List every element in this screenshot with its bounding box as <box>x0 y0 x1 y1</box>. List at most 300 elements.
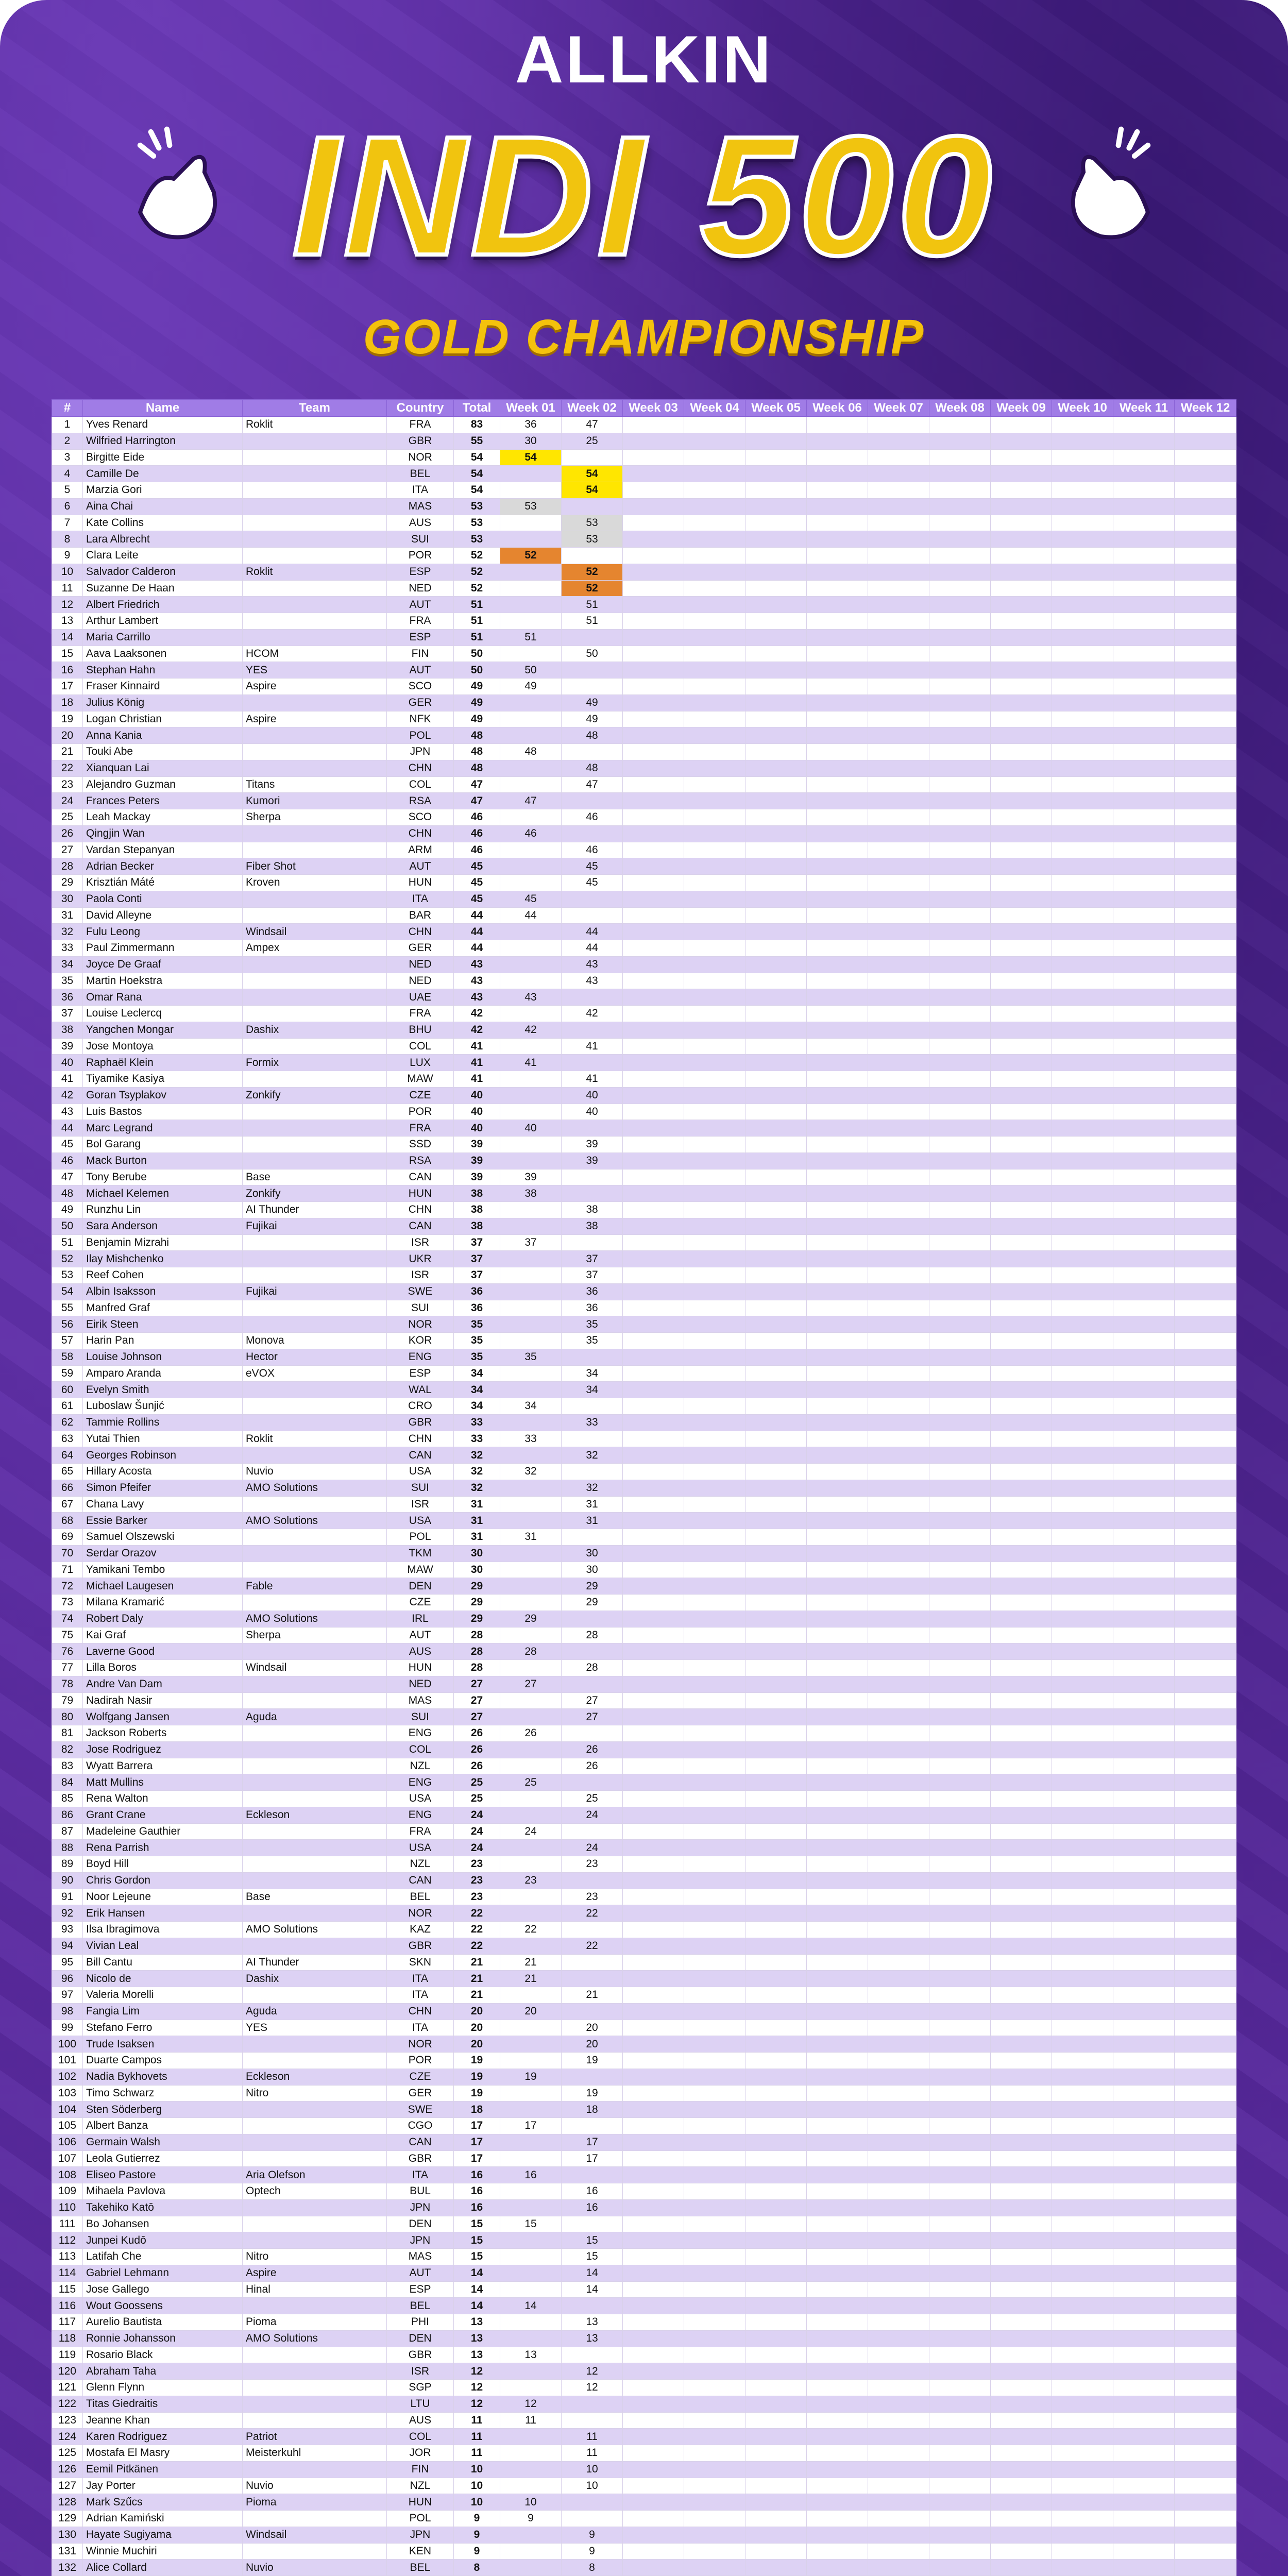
week-points <box>623 1578 684 1595</box>
week-points <box>684 597 745 613</box>
week-points <box>1175 2134 1236 2150</box>
week-points <box>929 858 991 875</box>
week-points <box>807 1823 868 1840</box>
week-points <box>807 466 868 482</box>
week-points <box>1052 1595 1113 1611</box>
week-points <box>1052 1660 1113 1676</box>
week-points <box>929 1382 991 1398</box>
table-row <box>52 1202 1236 1218</box>
table-row <box>52 694 1236 711</box>
team-name <box>243 1529 387 1546</box>
week-points <box>623 924 684 940</box>
week-points <box>991 842 1052 858</box>
rank: 48 <box>52 1185 83 1202</box>
player-name: Paola Conti <box>83 891 243 907</box>
week-points <box>868 1153 929 1169</box>
week-points <box>1052 1022 1113 1038</box>
week-points: 9 <box>500 2511 562 2527</box>
table-row <box>52 1496 1236 1513</box>
week-points <box>1113 531 1175 548</box>
week-points <box>991 924 1052 940</box>
week-points <box>929 2478 991 2494</box>
week-points <box>745 1938 807 1954</box>
rank: 18 <box>52 694 83 711</box>
week-points: 46 <box>562 809 623 826</box>
week-points <box>745 2150 807 2167</box>
week-points <box>500 2020 562 2036</box>
week-points <box>1113 1333 1175 1349</box>
team-name <box>243 629 387 646</box>
week-points <box>1175 1889 1236 1905</box>
week-points <box>1052 2543 1113 2560</box>
week-points <box>991 2118 1052 2134</box>
week-points <box>623 2249 684 2265</box>
total-points: 32 <box>454 1447 500 1464</box>
week-points <box>991 2265 1052 2281</box>
week-points <box>500 1545 562 1562</box>
week-points <box>868 1987 929 2004</box>
week-points: 28 <box>562 1627 623 1643</box>
week-points <box>684 1398 745 1415</box>
week-points <box>500 809 562 826</box>
rank: 102 <box>52 2069 83 2085</box>
week-points <box>868 1807 929 1823</box>
week-points <box>929 1987 991 2004</box>
week-points <box>1113 924 1175 940</box>
week-points <box>807 2020 868 2036</box>
country-code: COL <box>387 2429 454 2445</box>
team-name: Aspire <box>243 711 387 727</box>
week-points <box>868 1611 929 1627</box>
table-row <box>52 1349 1236 1365</box>
week-points <box>745 1169 807 1185</box>
player-name: Nadia Bykhovets <box>83 2069 243 2085</box>
week-points <box>991 1791 1052 1807</box>
week-points <box>929 760 991 776</box>
country-code: CZE <box>387 1087 454 1104</box>
team-name <box>243 1791 387 1807</box>
week-points <box>1113 2543 1175 2560</box>
week-points <box>562 989 623 1006</box>
week-points <box>684 1464 745 1480</box>
rank: 42 <box>52 1087 83 1104</box>
week-points <box>991 2249 1052 2265</box>
week-points <box>684 629 745 646</box>
table-row <box>52 956 1236 973</box>
week-points <box>929 449 991 466</box>
week-points <box>868 2118 929 2134</box>
week-points <box>929 1120 991 1137</box>
week-points <box>684 2511 745 2527</box>
week-points <box>1175 449 1236 466</box>
total-points: 13 <box>454 2330 500 2347</box>
team-name: Zonkify <box>243 1185 387 1202</box>
player-name: Qingjin Wan <box>83 825 243 842</box>
week-points <box>991 548 1052 564</box>
week-points <box>745 1087 807 1104</box>
week-points <box>929 2167 991 2183</box>
week-points: 54 <box>562 466 623 482</box>
week-points <box>929 1137 991 1153</box>
week-points <box>500 613 562 630</box>
total-points: 27 <box>454 1709 500 1725</box>
week-points <box>623 2298 684 2314</box>
week-points <box>745 825 807 842</box>
week-points <box>562 662 623 679</box>
rank: 8 <box>52 531 83 548</box>
country-code: POR <box>387 1104 454 1120</box>
week-points <box>745 1513 807 1529</box>
rank: 65 <box>52 1464 83 1480</box>
week-points <box>807 989 868 1006</box>
week-points <box>807 1071 868 1088</box>
week-points <box>1113 1055 1175 1071</box>
week-points <box>1052 417 1113 433</box>
week-points <box>1052 1954 1113 1971</box>
week-points <box>745 2003 807 2020</box>
week-points <box>1113 1578 1175 1595</box>
country-code: ARM <box>387 842 454 858</box>
week-points <box>807 2363 868 2380</box>
table-row <box>52 1954 1236 1971</box>
week-points <box>623 417 684 433</box>
player-name: Wout Goossens <box>83 2298 243 2314</box>
week-points <box>745 1104 807 1120</box>
week-points <box>745 564 807 580</box>
week-points <box>807 1382 868 1398</box>
country-code: CAN <box>387 1218 454 1234</box>
country-code: ESP <box>387 2281 454 2298</box>
team-name: Windsail <box>243 1660 387 1676</box>
player-name: Kate Collins <box>83 515 243 531</box>
week-points <box>623 1660 684 1676</box>
week-points <box>562 2216 623 2232</box>
week-points <box>1052 956 1113 973</box>
week-points <box>684 1349 745 1365</box>
week-points <box>500 1889 562 1905</box>
week-points <box>745 1398 807 1415</box>
week-points <box>929 1872 991 1889</box>
total-points: 35 <box>454 1333 500 1349</box>
week-points <box>500 466 562 482</box>
week-points <box>1175 2183 1236 2200</box>
week-points <box>623 433 684 449</box>
week-points <box>623 1741 684 1758</box>
week-points <box>500 2265 562 2281</box>
week-points <box>562 907 623 924</box>
total-points: 30 <box>454 1562 500 1578</box>
week-points <box>562 1676 623 1692</box>
total-points: 36 <box>454 1283 500 1300</box>
team-name: Eckleson <box>243 2069 387 2085</box>
table-row <box>52 498 1236 515</box>
country-code: TKM <box>387 1545 454 1562</box>
week-points <box>868 1954 929 1971</box>
week-points <box>1052 1872 1113 1889</box>
rank: 120 <box>52 2363 83 2380</box>
week-points <box>1052 466 1113 482</box>
week-points <box>868 858 929 875</box>
rank: 41 <box>52 1071 83 1088</box>
week-points <box>623 1234 684 1251</box>
table-row <box>52 1627 1236 1643</box>
rank: 83 <box>52 1758 83 1774</box>
player-name: Simon Pfeifer <box>83 1480 243 1496</box>
week-points <box>500 2543 562 2560</box>
week-points <box>745 711 807 727</box>
week-points <box>684 1202 745 1218</box>
week-points <box>562 1055 623 1071</box>
week-points <box>807 891 868 907</box>
week-points: 22 <box>562 1938 623 1954</box>
week-points <box>991 1938 1052 1954</box>
week-points <box>500 1137 562 1153</box>
week-points <box>684 875 745 891</box>
week-points <box>807 515 868 531</box>
week-points <box>1113 1300 1175 1316</box>
week-points <box>745 2298 807 2314</box>
week-points <box>868 1840 929 1856</box>
week-points <box>623 2314 684 2331</box>
week-points <box>929 694 991 711</box>
player-name: Yutai Thien <box>83 1431 243 1447</box>
week-points <box>868 1202 929 1218</box>
week-points <box>1052 2511 1113 2527</box>
total-points: 49 <box>454 711 500 727</box>
brand-logo: ALLKIN <box>515 22 773 97</box>
week-points <box>562 825 623 842</box>
player-name: Wilfried Harrington <box>83 433 243 449</box>
week-points <box>500 2249 562 2265</box>
player-name: Adrian Becker <box>83 858 243 875</box>
week-points <box>868 1938 929 1954</box>
week-points <box>623 1905 684 1922</box>
week-points <box>991 744 1052 760</box>
week-points: 35 <box>500 1349 562 1365</box>
week-points <box>1175 2199 1236 2216</box>
week-points <box>684 1022 745 1038</box>
total-points: 51 <box>454 597 500 613</box>
table-row <box>52 1987 1236 2004</box>
week-points <box>807 858 868 875</box>
team-name <box>243 1840 387 1856</box>
week-points <box>623 1055 684 1071</box>
table-row <box>52 1267 1236 1284</box>
week-points <box>1052 597 1113 613</box>
week-points: 17 <box>562 2134 623 2150</box>
rank: 99 <box>52 2020 83 2036</box>
week-points <box>929 1709 991 1725</box>
week-points <box>1175 1234 1236 1251</box>
week-points <box>807 1872 868 1889</box>
total-points: 36 <box>454 1300 500 1316</box>
week-points <box>1175 1922 1236 1938</box>
week-points <box>745 2281 807 2298</box>
week-points <box>684 1529 745 1546</box>
week-points <box>684 1872 745 1889</box>
rank: 75 <box>52 1627 83 1643</box>
total-points: 43 <box>454 956 500 973</box>
week-points <box>807 1333 868 1349</box>
week-points <box>745 2363 807 2380</box>
week-points <box>929 1300 991 1316</box>
week-points: 37 <box>562 1251 623 1267</box>
table-row <box>52 1643 1236 1660</box>
week-points <box>1113 1676 1175 1692</box>
week-points <box>623 1856 684 1873</box>
player-name: Lilla Boros <box>83 1660 243 1676</box>
week-points <box>1113 662 1175 679</box>
team-name: Zonkify <box>243 1087 387 1104</box>
rank: 27 <box>52 842 83 858</box>
week-points <box>1113 1692 1175 1709</box>
week-points <box>929 1741 991 1758</box>
week-points <box>562 2003 623 2020</box>
week-points <box>623 1758 684 1774</box>
week-points <box>807 2036 868 2053</box>
week-points <box>868 417 929 433</box>
team-name: AMO Solutions <box>243 1513 387 1529</box>
week-points: 22 <box>500 1922 562 1938</box>
total-points: 34 <box>454 1382 500 1398</box>
week-points <box>745 2085 807 2102</box>
player-name: Yangchen Mongar <box>83 1022 243 1038</box>
week-points <box>745 1447 807 1464</box>
table-row <box>52 597 1236 613</box>
week-points <box>1175 1660 1236 1676</box>
week-points: 50 <box>500 662 562 679</box>
week-points <box>684 793 745 809</box>
week-points <box>1113 1758 1175 1774</box>
country-code: JOR <box>387 2445 454 2462</box>
week-points <box>745 924 807 940</box>
week-points <box>684 825 745 842</box>
week-points <box>991 2102 1052 2118</box>
week-points <box>929 1496 991 1513</box>
team-name: Hector <box>243 1349 387 1365</box>
team-name <box>243 2396 387 2412</box>
week-points <box>1113 2380 1175 2396</box>
rank: 77 <box>52 1660 83 1676</box>
week-points: 43 <box>562 956 623 973</box>
week-points: 16 <box>562 2183 623 2200</box>
total-points: 15 <box>454 2216 500 2232</box>
country-code: SGP <box>387 2380 454 2396</box>
week-points <box>1052 1464 1113 1480</box>
week-points <box>1175 858 1236 875</box>
week-points <box>868 2020 929 2036</box>
week-points <box>1052 875 1113 891</box>
week-points <box>1113 1709 1175 1725</box>
table-row <box>52 1840 1236 1856</box>
week-points <box>623 1169 684 1185</box>
week-points <box>807 1431 868 1447</box>
week-points <box>500 2380 562 2396</box>
country-code: HUN <box>387 1660 454 1676</box>
week-points <box>562 548 623 564</box>
country-code: CHN <box>387 924 454 940</box>
country-code: POL <box>387 2511 454 2527</box>
country-code: GBR <box>387 2347 454 2363</box>
player-name: Tony Berube <box>83 1169 243 1185</box>
country-code: USA <box>387 1840 454 1856</box>
week-points <box>807 2543 868 2560</box>
week-points <box>1052 1169 1113 1185</box>
week-points <box>1113 1382 1175 1398</box>
rank: 12 <box>52 597 83 613</box>
week-points <box>991 1578 1052 1595</box>
week-points <box>1175 1120 1236 1137</box>
week-points <box>500 1987 562 2004</box>
week-points <box>1052 1889 1113 1905</box>
week-points <box>868 1414 929 1431</box>
week-points <box>1175 1006 1236 1022</box>
player-name: Logan Christian <box>83 711 243 727</box>
total-points: 27 <box>454 1692 500 1709</box>
week-points <box>807 1120 868 1137</box>
week-points <box>745 2445 807 2462</box>
week-points: 35 <box>562 1316 623 1333</box>
country-code: CHN <box>387 1202 454 1218</box>
week-points <box>1052 1529 1113 1546</box>
week-points <box>745 940 807 957</box>
week-points <box>1113 2314 1175 2331</box>
week-points <box>991 1889 1052 1905</box>
team-name <box>243 2102 387 2118</box>
week-points <box>500 2232 562 2249</box>
week-points <box>929 2036 991 2053</box>
week-points <box>929 1349 991 1365</box>
week-points <box>991 1251 1052 1267</box>
week-points <box>1052 2069 1113 2085</box>
rank: 84 <box>52 1774 83 1791</box>
country-code: AUT <box>387 662 454 679</box>
week-points <box>623 2396 684 2412</box>
table-row <box>52 2053 1236 2069</box>
week-points <box>623 515 684 531</box>
total-points: 24 <box>454 1823 500 1840</box>
team-name: AMO Solutions <box>243 1922 387 1938</box>
week-points <box>929 1562 991 1578</box>
country-code: AUT <box>387 597 454 613</box>
week-points <box>807 417 868 433</box>
week-points <box>1052 989 1113 1006</box>
week-points <box>1113 1529 1175 1546</box>
week-points <box>1052 1349 1113 1365</box>
week-points <box>500 1807 562 1823</box>
week-points <box>684 1087 745 1104</box>
week-points <box>623 1480 684 1496</box>
week-points <box>684 1153 745 1169</box>
week-points <box>1113 2118 1175 2134</box>
player-name: Suzanne De Haan <box>83 580 243 597</box>
week-points <box>745 1578 807 1595</box>
week-points <box>1113 1889 1175 1905</box>
week-points <box>807 564 868 580</box>
week-points <box>991 1692 1052 1709</box>
player-name: Yamikani Tembo <box>83 1562 243 1578</box>
week-points: 49 <box>562 694 623 711</box>
week-points <box>1113 2298 1175 2314</box>
week-points: 26 <box>562 1741 623 1758</box>
week-points <box>1175 744 1236 760</box>
week-points <box>623 1267 684 1284</box>
country-code: POR <box>387 548 454 564</box>
week-points <box>500 2478 562 2494</box>
week-points <box>684 842 745 858</box>
week-points <box>929 1807 991 1823</box>
table-row <box>52 646 1236 662</box>
